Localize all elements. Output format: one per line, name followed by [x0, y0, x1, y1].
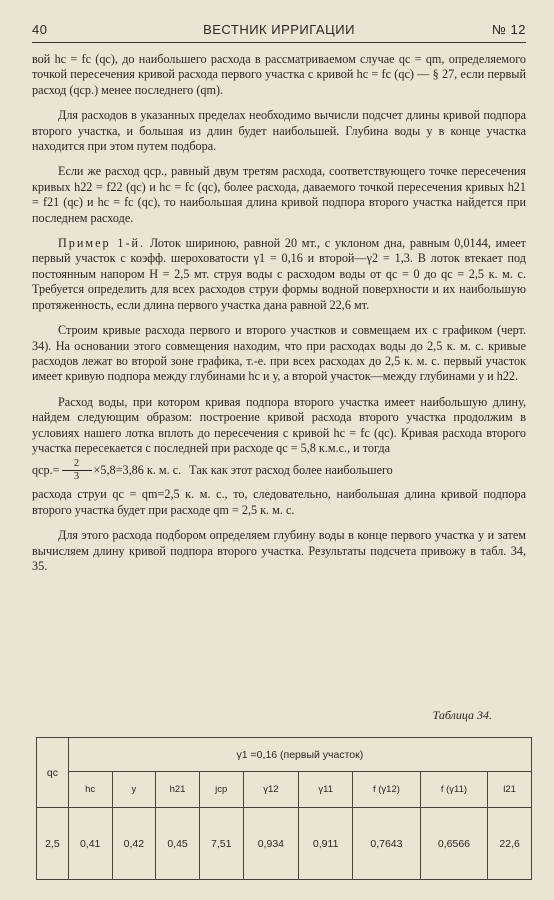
col-header: y — [112, 772, 156, 808]
formula-line — [32, 458, 526, 483]
paragraph-7: Для этого расхода подбором определяем глубину воды в конце первого участка у и затем вычисляем длину кривой подпора второго участка. Результаты подсчета привожу в табл. 34, 35. — [32, 528, 526, 573]
example-paragraph — [32, 236, 526, 313]
table-row — [37, 808, 532, 880]
table-cell: 0,911 — [299, 808, 353, 880]
col-header: jср — [199, 772, 243, 808]
table-cell: 0,41 — [68, 808, 112, 880]
formula-lhs: qср.= — [32, 463, 60, 478]
page-header — [32, 20, 526, 43]
paragraph-6: расхода струи qc = qm=2,5 к. м. с., то, следовательно, наибольшая длина кривой подпора второго участка будет при расходе qm = 2,5 к. м. с. — [32, 487, 526, 517]
table-cell: 0,6566 — [420, 808, 488, 880]
paragraph-3: Если же расход qср., равный двум третям расхода, соответствующего точке пересечения кривых h22 = f22 (qc) и hc = fc (qc), более расхода, даваемого точкой пересечения кривых h21 = f21 (qc) и hc = fc (qc), то наибольшая длина кривой подпора второго участка найдется при последнем расходе. — [32, 164, 526, 225]
example-label: Пример 1-й. — [58, 236, 146, 251]
table-cell: 0,42 — [112, 808, 156, 880]
formula-rhs: ×5,8=3,86 к. м. с. — [93, 463, 182, 478]
paragraph-2: Для расходов в указанных пределах необходимо вычисли подсчет длины кривой подпора второго участка, и большая из длин будет наибольшей. Глубина воды у в конце участка находится при этом путем подбора. — [32, 108, 526, 154]
paragraph-4: Строим кривые расхода первого и второго участков и совмещаем их с графиком (черт. 34). На основании этого совмещения находим, что при расходах воды до 2,5 к. м. с. кривые расходов лежат во второй зоне графика, т.-е. при всех расходах до 2,5 к. м. с. первый участок имеет кривую подпора между глубинами hc и у, а второй участок—между глубинами у и h22. — [32, 323, 526, 384]
table-cell: 0,7643 — [353, 808, 421, 880]
col-header: l21 — [488, 772, 532, 808]
table-cell: 0,934 — [243, 808, 299, 880]
row-header-cell: qc — [37, 738, 69, 808]
page-number: 40 — [32, 22, 48, 37]
formula-fraction — [62, 458, 92, 483]
table-cell: 7,51 — [199, 808, 243, 880]
formula-denominator: 3 — [73, 471, 80, 483]
paragraph-5: Расход воды, при котором кривая подпора второго участка имеет наибольшую длину, найдем следующим образом: построение кривой расхода второго участка продолжим в условиях нашего лотка вплоть до пересечения с кривой hc = fc (qc). Кривая расхода второго участка пересекается с последней при расходе qc = 5,8 к.м.с., и тогда — [32, 394, 526, 455]
table-cell: 2,5 — [37, 808, 69, 880]
table-caption: Таблица 34. — [432, 708, 492, 722]
table-cell: 22,6 — [488, 808, 532, 880]
formula-numerator: 2 — [73, 458, 80, 470]
journal-title: ВЕСТНИК ИРРИГАЦИИ — [203, 22, 355, 37]
col-header: f (γ12) — [353, 772, 421, 808]
col-header: γ11 — [299, 772, 353, 808]
table-cell: 0,45 — [156, 808, 200, 880]
col-header: h21 — [156, 772, 200, 808]
paragraph-1: вой hc = fc (qc), до наибольшего расхода в рассматриваемом случае qc = qm, определяемого точкой пересечения кривой расхода первого участка с кривой hc = fc (qc) — § 27, если первый расход (qср.) менее последнего (qm). — [32, 52, 526, 97]
formula-rest: Так как этот расход более наибольшего — [189, 463, 393, 478]
group-header-cell: γ1 =0,16 (первый участок) — [68, 738, 531, 772]
issue-number: № 12 — [491, 22, 526, 37]
example-text: Лоток шириною, равной 20 мт., с уклоном дна, равным 0,0144, имеет первый участок с коэфф. шероховатости γ1 = 0,16 и второй—γ2 = 1,3. В лоток втекает под постоянным напором H = 2,5 мт. струя воды с расходом воды от qc = 0 до qc = 2,5 к. м. с. Требуется определить для всех расходов струи формы водной поверхности и их наибольшую протяженность, если длина первого участка дана равной 22,6 мт. — [32, 236, 526, 312]
col-header: f (γ11) — [420, 772, 488, 808]
table-34 — [36, 737, 532, 880]
article-body — [32, 52, 526, 584]
col-header: hc — [68, 772, 112, 808]
col-header: γ12 — [243, 772, 299, 808]
